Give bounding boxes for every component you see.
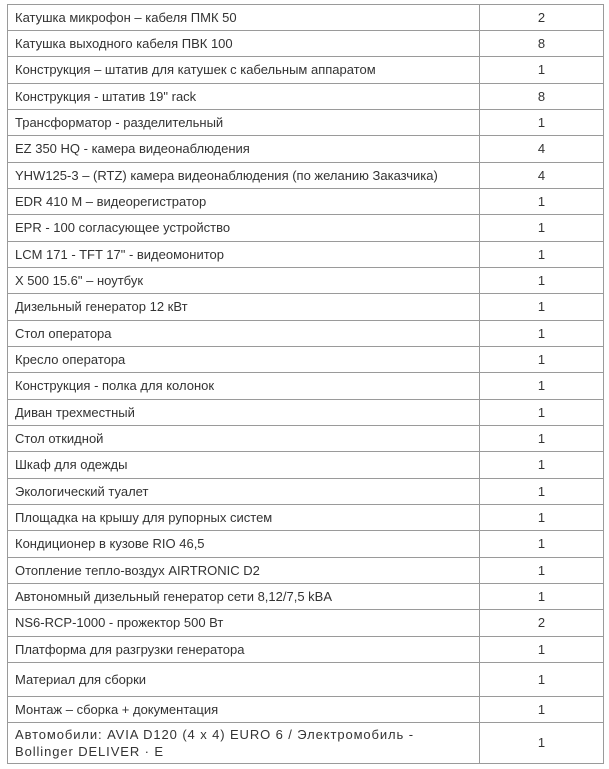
table-row	[8, 189, 604, 215]
table-row	[8, 584, 604, 610]
item-quantity-cell: 1	[480, 189, 604, 215]
table-row	[8, 479, 604, 505]
item-quantity-cell: 1	[480, 268, 604, 294]
item-name-cell: EPR - 100 согласующее устройство	[8, 215, 480, 242]
table-row	[8, 84, 604, 110]
item-quantity-cell: 1	[480, 505, 604, 531]
item-quantity-cell: 1	[480, 321, 604, 347]
item-name-cell: Автомобили: AVIA D120 (4 x 4) EURO 6 / Электромобиль - Bollinger DELIVER · E	[8, 723, 480, 764]
item-name-cell: Платформа для разгрузки генератора	[8, 637, 480, 663]
item-name-cell: Стол откидной	[8, 426, 480, 452]
equipment-table-body	[8, 5, 604, 764]
table-row	[8, 426, 604, 452]
table-row	[8, 5, 604, 31]
item-name-cell: EDR 410 M – видеорегистратор	[8, 189, 480, 215]
item-name-cell: Дизельный генератор 12 кВт	[8, 294, 480, 321]
table-row	[8, 347, 604, 373]
item-quantity-cell: 1	[480, 294, 604, 321]
item-quantity-cell: 4	[480, 163, 604, 189]
item-name-cell: LCM 171 - TFT 17" - видеомонитор	[8, 242, 480, 268]
table-row	[8, 294, 604, 321]
item-quantity-cell: 1	[480, 697, 604, 723]
table-row	[8, 723, 604, 764]
table-row	[8, 268, 604, 294]
item-name-cell: EZ 350 HQ - камера видеонаблюдения	[8, 136, 480, 163]
item-name-cell: Площадка на крышу для рупорных систем	[8, 505, 480, 531]
item-quantity-cell: 4	[480, 136, 604, 163]
table-row	[8, 505, 604, 531]
table-row	[8, 400, 604, 426]
table-row	[8, 57, 604, 84]
table-row	[8, 558, 604, 584]
table-row	[8, 663, 604, 697]
table-row	[8, 31, 604, 57]
item-name-cell: Стол оператора	[8, 321, 480, 347]
item-name-cell: Катушка выходного кабеля ПВК 100	[8, 31, 480, 57]
item-quantity-cell: 1	[480, 373, 604, 400]
item-name-cell: Конструкция - штатив 19" rack	[8, 84, 480, 110]
item-quantity-cell: 1	[480, 57, 604, 84]
table-row	[8, 637, 604, 663]
item-name-cell: Шкаф для одежды	[8, 452, 480, 479]
table-row	[8, 697, 604, 723]
item-quantity-cell: 1	[480, 347, 604, 373]
item-quantity-cell: 1	[480, 637, 604, 663]
item-name-cell: Конструкция – штатив для катушек с кабельным аппаратом	[8, 57, 480, 84]
item-quantity-cell: 1	[480, 723, 604, 764]
item-quantity-cell: 2	[480, 5, 604, 31]
item-quantity-cell: 1	[480, 400, 604, 426]
table-row	[8, 321, 604, 347]
item-quantity-cell: 8	[480, 84, 604, 110]
item-name-cell: Конструкция - полка для колонок	[8, 373, 480, 400]
item-quantity-cell: 1	[480, 663, 604, 697]
item-name-cell: Автономный дизельный генератор сети 8,12/7,5 kBA	[8, 584, 480, 610]
item-name-cell: Отопление тепло-воздух AIRTRONIC D2	[8, 558, 480, 584]
equipment-table	[7, 4, 604, 764]
item-quantity-cell: 1	[480, 479, 604, 505]
item-name-cell: YHW125-3 – (RTZ) камера видеонаблюдения (по желанию Заказчика)	[8, 163, 480, 189]
item-quantity-cell: 1	[480, 584, 604, 610]
item-quantity-cell: 1	[480, 558, 604, 584]
table-row	[8, 163, 604, 189]
table-row	[8, 373, 604, 400]
item-name-cell: X 500 15.6" – ноутбук	[8, 268, 480, 294]
item-name-cell: Кондиционер в кузове RIO 46,5	[8, 531, 480, 558]
item-name-cell: Экологический туалет	[8, 479, 480, 505]
item-name-cell: Диван трехместный	[8, 400, 480, 426]
item-name-cell: Материал для сборки	[8, 663, 480, 697]
table-row	[8, 610, 604, 637]
item-quantity-cell: 1	[480, 531, 604, 558]
item-quantity-cell: 1	[480, 426, 604, 452]
item-quantity-cell: 1	[480, 452, 604, 479]
item-quantity-cell: 2	[480, 610, 604, 637]
table-row	[8, 136, 604, 163]
table-row	[8, 215, 604, 242]
table-row	[8, 110, 604, 136]
item-name-cell: Кресло оператора	[8, 347, 480, 373]
table-row	[8, 531, 604, 558]
item-quantity-cell: 8	[480, 31, 604, 57]
item-quantity-cell: 1	[480, 110, 604, 136]
item-name-cell: Монтаж – сборка + документация	[8, 697, 480, 723]
item-quantity-cell: 1	[480, 215, 604, 242]
table-row	[8, 452, 604, 479]
item-name-cell: NS6-RCP-1000 - прожектор 500 Вт	[8, 610, 480, 637]
item-name-cell: Катушка микрофон – кабеля ПМК 50	[8, 5, 480, 31]
table-row	[8, 242, 604, 268]
item-name-cell: Трансформатор - разделительный	[8, 110, 480, 136]
item-quantity-cell: 1	[480, 242, 604, 268]
